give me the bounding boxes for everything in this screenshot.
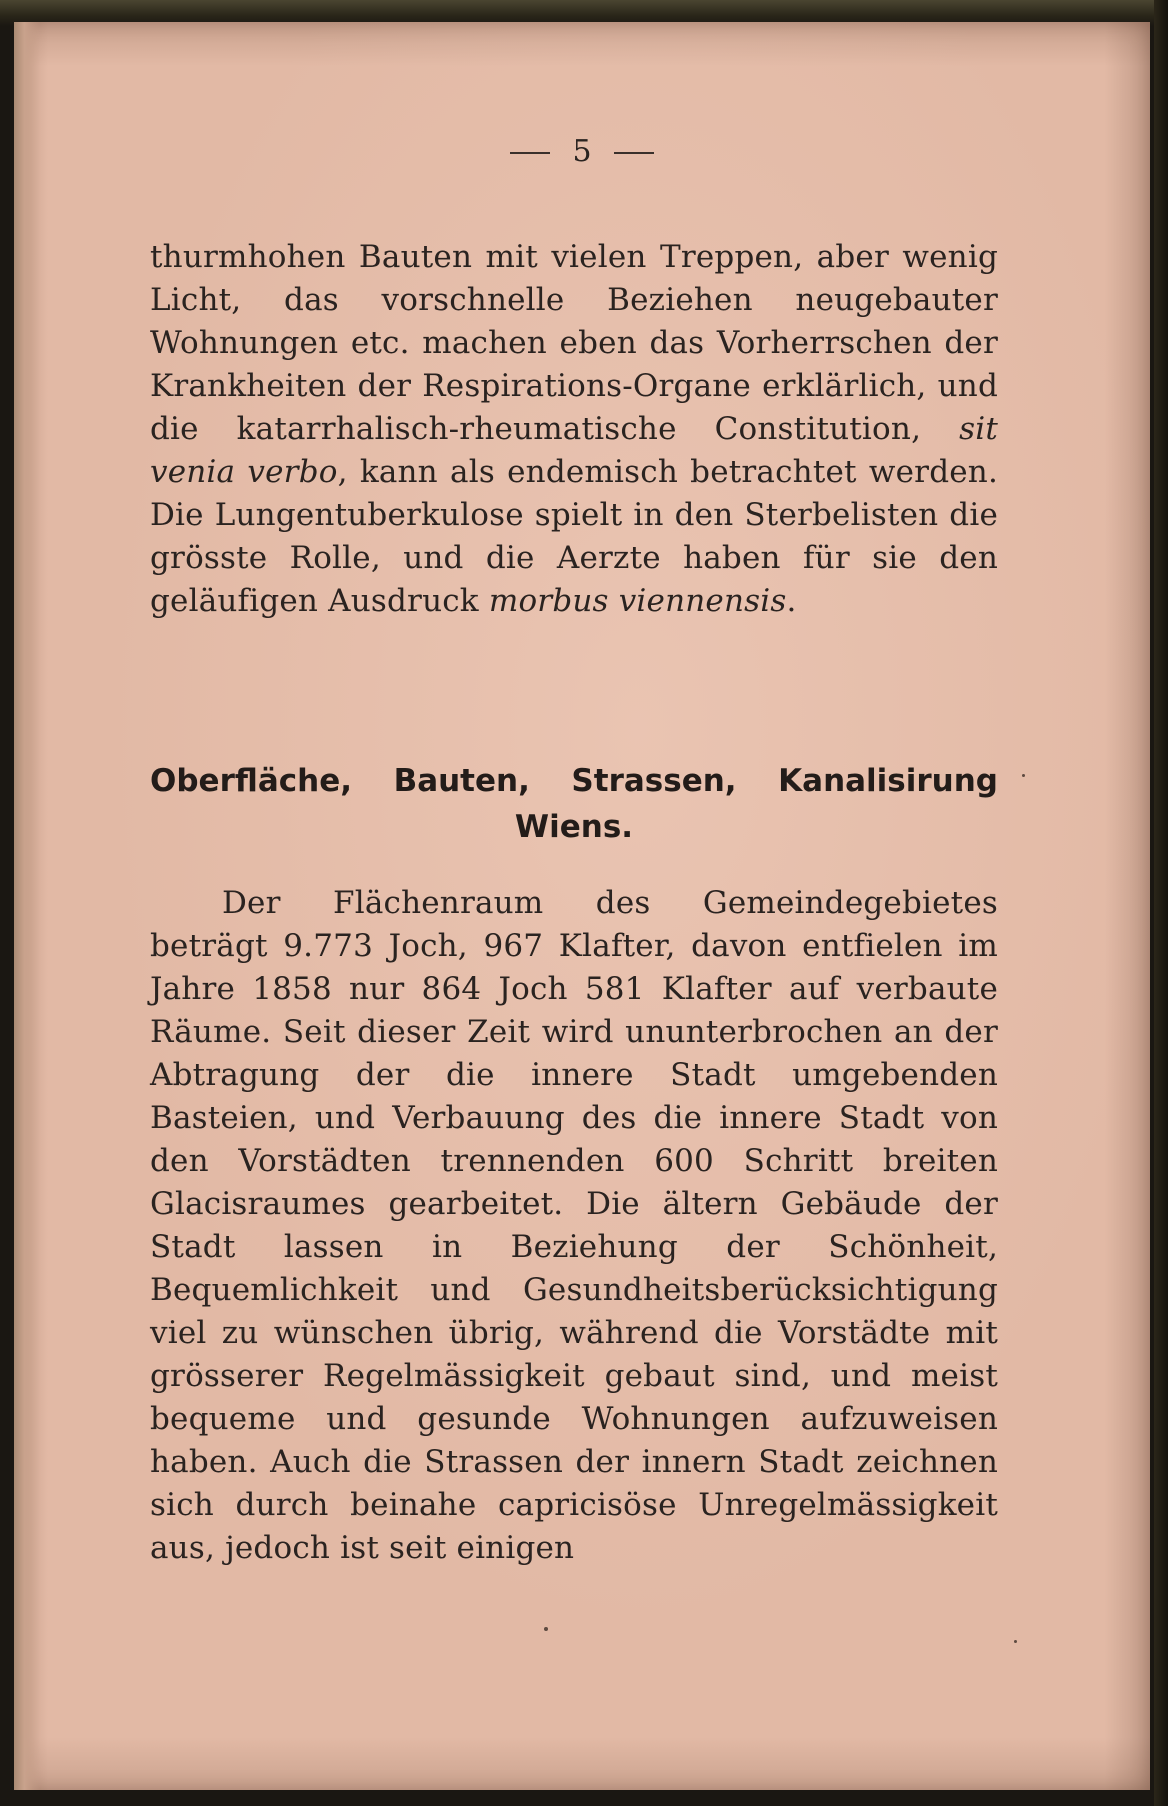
italic-sit-venia-verbo: sit venia verbo [150,411,998,490]
paragraph-1-lead: thurmhohen Bauten mit vielen Treppen, aber wenig Licht, das vorschnelle Beziehen neugebauter Wohnungen etc. machen eben das Vorherrschen der Krankheiten der Respirations-Organe erklärlich, und die katarrhalisch-rheumatische Constitution, [150,239,998,447]
paper-speck [1022,774,1025,777]
paragraph-city-surface-buildings: Der Flächenraum des Gemeindegebietes beträgt 9.773 Joch, 967 Klafter, davon entfielen im Jahre 1858 nur 864 Joch 581 Klafter auf verbaute Räume. Seit dieser Zeit wird ununterbrochen an der Abtragung der die innere Stadt umgebenden Basteien, und Verbauung des die innere Stadt von den Vorstädten trennenden 600 Schritt breiten Glacisraumes gearbeitet. Die ältern Gebäude der Stadt lassen in Beziehung der Schönheit, Bequemlichkeit und Gesundheitsberücksichtigung viel zu wünschen übrig, während die Vorstädte mit grösserer Regelmässigkeit gebaut sind, und meist bequeme und gesunde Wohnungen aufzuweisen haben. Auch die Strassen der innern Stadt zeichnen sich durch beinahe capricisöse Unregelmässigkeit aus, jedoch ist seit einigen [150,885,998,1566]
paragraph-1-end: . [786,583,797,619]
paragraph-respiratory-diseases [150,236,998,623]
section-heading-line-2: Wiens. [514,809,634,845]
section-heading [150,758,998,850]
paper-speck [544,1627,548,1631]
section-heading-line-1: Oberfläche, Bauten, Strassen, Kanalisirung [150,763,998,799]
page-number: 5 [572,134,592,169]
header-dash-right [614,152,654,154]
page-header [14,134,1150,169]
page-sheet [14,22,1150,1790]
paragraph-1-middle: , kann als endemisch betrachtet werden. Die Lungentuberkulose spielt in den Sterbelisten die grösste Rolle, und die Aerzte haben für sie den geläufigen Ausdruck [150,454,999,619]
header-dash-left [510,152,550,154]
paper-speck [1014,1640,1017,1643]
italic-morbus-viennensis: morbus viennensis [488,583,787,619]
book-right-edge [1154,0,1168,1806]
page-binding-shadow [14,22,40,1790]
